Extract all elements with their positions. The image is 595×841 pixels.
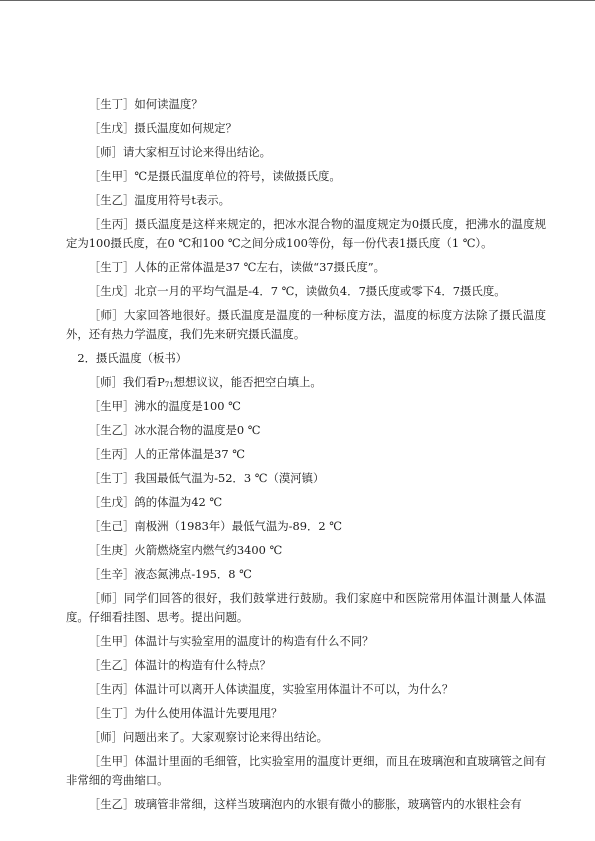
paragraph: ［生丙］体温计可以离开人体读温度，实验室用体温计不可以，为什么？ xyxy=(88,682,454,696)
paragraph: ［生乙］玻璃管非常细，这样当玻璃泡内的水银有微小的膨胀，玻璃管内的水银柱会有 xyxy=(88,797,522,811)
paragraph: ［生丁］我国最低气温为-52．3 ℃（漠河镇） xyxy=(88,471,325,485)
section-heading: 2．摄氏温度（板书） xyxy=(77,351,188,365)
paragraph: ［生辛］液态氮沸点-195．8 ℃ xyxy=(88,567,252,581)
paragraph: ［生戊］北京一月的平均气温是-4．7 ℃，读做负4．7摄氏度或零下4．7摄氏度。 xyxy=(88,284,506,298)
paragraph: ［生丙］人的正常体温是37 ℃ xyxy=(88,447,245,461)
paragraph: ［生庚］火箭燃烧室内燃气约3400 ℃ xyxy=(88,543,283,557)
paragraph: ［生乙］温度用符号t表示。 xyxy=(88,193,231,207)
paragraph: ［生乙］体温计的构造有什么特点？ xyxy=(88,658,272,672)
paragraph xyxy=(66,373,546,392)
page-subscript: 71 xyxy=(164,381,174,389)
paragraph: ［生甲］体温计里面的毛细管，比实验室用的温度计更细，而且在玻璃泡和直玻璃管之间有非常细的弯曲缩口。 xyxy=(66,754,546,787)
paragraph: ［生丁］为什么使用体温计先要甩甩？ xyxy=(88,706,283,720)
paragraph: ［生戊］鸽的体温为42 ℃ xyxy=(88,495,223,509)
paragraph: ［生丁］如何读温度？ xyxy=(88,97,203,111)
paragraph: ［生己］南极洲（1983年）最低气温为-89．2 ℃ xyxy=(88,519,342,533)
paragraph: ［师］问题出来了。大家观察讨论来得出结论。 xyxy=(88,730,329,744)
paragraph: ［师］同学们回答的很好，我们鼓掌进行鼓励。我们家庭中和医院常用体温计测量人体温度。仔细看挂图、思考。提出问题。 xyxy=(66,591,546,624)
paragraph: ［生甲］沸水的温度是100 ℃ xyxy=(88,399,241,413)
paragraph: ［师］请大家相互讨论来得出结论。 xyxy=(88,145,272,159)
paragraph: ［生乙］冰水混合物的温度是0 ℃ xyxy=(88,423,261,437)
document-body xyxy=(66,95,546,819)
paragraph: ［师］大家回答地很好。摄氏温度是温度的一种标度方法，温度的标度方法除了摄氏温度外，还有热力学温度，我们先来研究摄氏温度。 xyxy=(66,308,546,341)
paragraph: ［生丁］人体的正常体温是37 ℃左右，读做“37摄氏度”。 xyxy=(88,260,385,274)
paragraph: ［生戊］摄氏温度如何规定？ xyxy=(88,121,237,135)
paragraph-text: ［师］我们看P xyxy=(88,375,165,389)
page-top-rule xyxy=(0,0,595,1)
paragraph: ［生丙］摄氏温度是这样来规定的，把冰水混合物的温度规定为0摄氏度，把沸水的温度规定为100摄氏度，在0 ℃和100 ℃之间分成100等份，每一份代表1摄氏度（1 ℃）。 xyxy=(66,217,546,250)
paragraph: ［生甲］℃是摄氏温度单位的符号，读做摄氏度。 xyxy=(88,169,341,183)
paragraph-text: 想想议议，能否把空白填上。 xyxy=(173,375,322,389)
paragraph: ［生甲］体温计与实验室用的温度计的构造有什么不同？ xyxy=(88,634,374,648)
